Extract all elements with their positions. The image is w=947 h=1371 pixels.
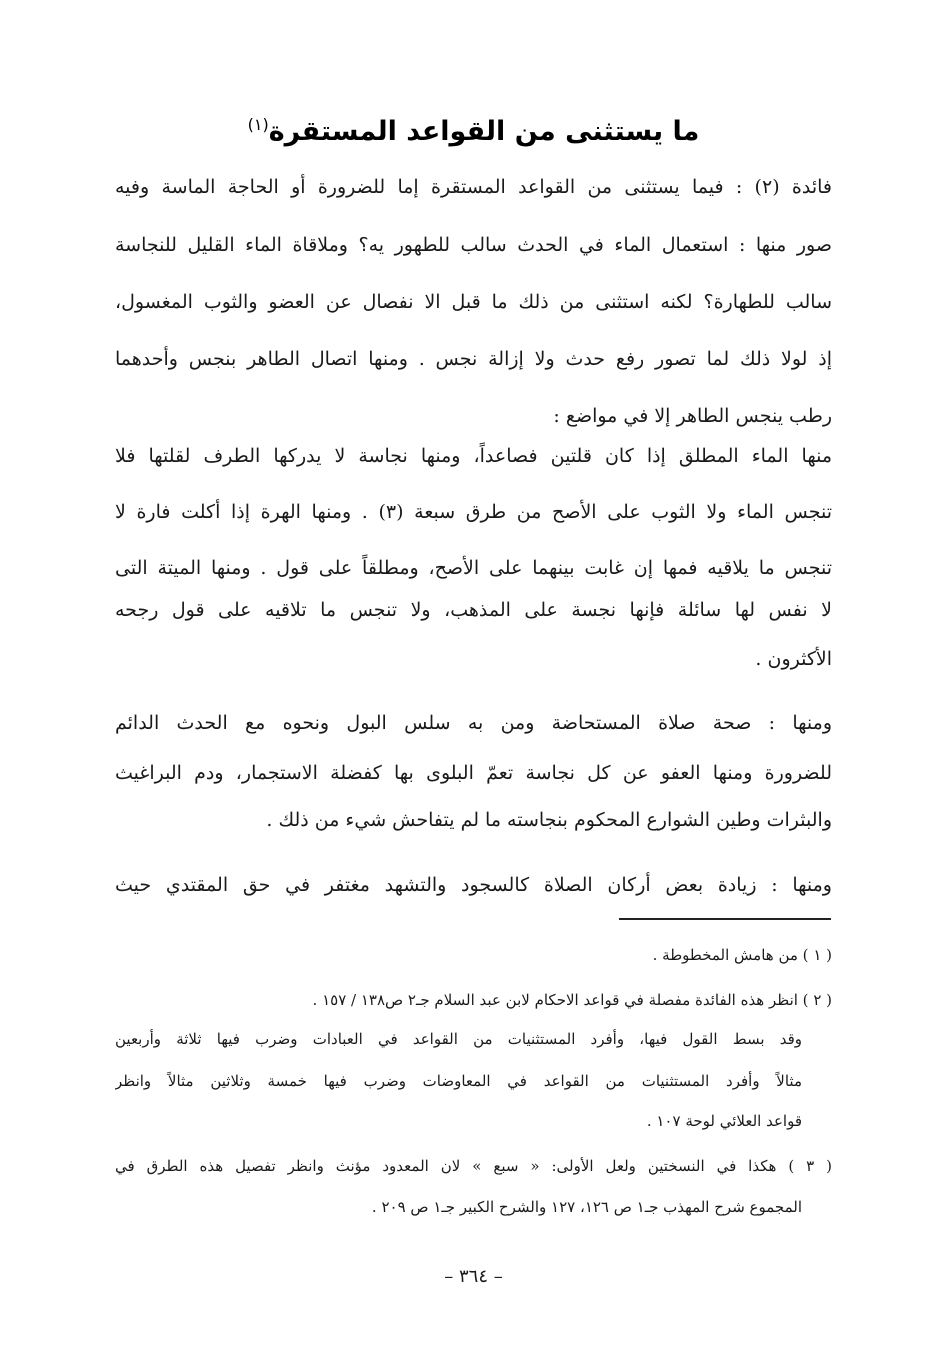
body-line: للضرورة ومنها العفو عن كل نجاسة تعمّ البلوى بها كفضلة الاستجمار، ودم البراغيث xyxy=(115,762,832,784)
body-line: تنجس ما يلاقيه فمها إن غابت بينهما على الأصح، ومطلقاً على قول . ومنها الميتة التى xyxy=(115,557,832,579)
body-line: إذ لولا ذلك لما تصور رفع حدث ولا إزالة نجس . ومنها اتصال الطاهر بنجس وأحدهما xyxy=(115,348,832,370)
body-line: منها الماء المطلق إذا كان قلتين فصاعداً، ومنها نجاسة لا يدركها الطرف لقلتها فلا xyxy=(115,445,832,467)
body-line: صور منها : استعمال الماء في الحدث سالب للطهور يه؟ وملاقاة الماء القليل للنجاسة xyxy=(115,234,832,256)
title-footnote-ref: (١) xyxy=(247,115,269,134)
footnote-line: ( ٢ ) انظر هذه الفائدة مفصلة في قواعد الاحكام لابن عبد السلام جـ٢ ص١٣٨ / ١٥٧ . xyxy=(312,991,832,1009)
footnote-line: وقد بسط القول فيها، وأفرد المستثنيات من القواعد في العبادات وضرب فيها ثلاثة وأربعين xyxy=(115,1030,802,1048)
body-line: تنجس الماء ولا الثوب على الأصح من طرق سبعة (٣) . ومنها الهرة إذا أكلت فارة لا xyxy=(115,501,832,523)
page-title xyxy=(0,100,947,157)
footnote-line: ( ١ ) من هامش المخطوطة . xyxy=(652,946,832,964)
title-text: ما يستثنى من القواعد المستقرة xyxy=(268,116,700,147)
body-line: الأكثرون . xyxy=(755,648,832,670)
footnote-line: المجموع شرح المهذب جـ١ ص ١٢٦، ١٢٧ والشرح الكبير جـ١ ص ٢٠٩ . xyxy=(371,1198,802,1216)
footnote-line: قواعد العلائي لوحة ١٠٧ . xyxy=(646,1112,802,1130)
body-line: سالب للطهارة؟ لكنه استثنى من ذلك ما قبل الا نفصال عن العضو والثوب المغسول، xyxy=(115,291,832,313)
footnote-line: ( ٣ ) هكذا في النسختين ولعل الأولى: « سبع » لان المعدود مؤنث وانظر تفصيل هذه الطرق في xyxy=(115,1157,832,1175)
footnote-separator xyxy=(619,918,831,920)
body-line: والبثرات وطين الشوارع المحكوم بنجاسته ما لم يتفاحش شيء من ذلك . xyxy=(266,809,832,831)
body-line: ومنها : صحة صلاة المستحاضة ومن به سلس البول ونحوه مع الحدث الدائم xyxy=(115,712,832,734)
body-line: فائدة (٢) : فيما يستثنى من القواعد المستقرة إما للضرورة أو الحاجة الماسة وفيه xyxy=(115,176,832,198)
page-number: – ٣٦٤ – xyxy=(444,1266,503,1287)
body-line: لا نفس لها سائلة فإنها نجسة على المذهب، ولا تنجس ما تلاقيه على قول رجحه xyxy=(115,599,832,621)
body-line: رطب ينجس الطاهر إلا في مواضع : xyxy=(553,405,832,427)
footnote-line: مثالاً وأفرد المستثنيات من القواعد في المعاوضات وضرب فيها خمسة وثلاثين مثالاً وانظر xyxy=(115,1072,802,1090)
body-line: ومنها : زيادة بعض أركان الصلاة كالسجود والتشهد مغتفر في حق المقتدي حيث xyxy=(115,874,832,896)
